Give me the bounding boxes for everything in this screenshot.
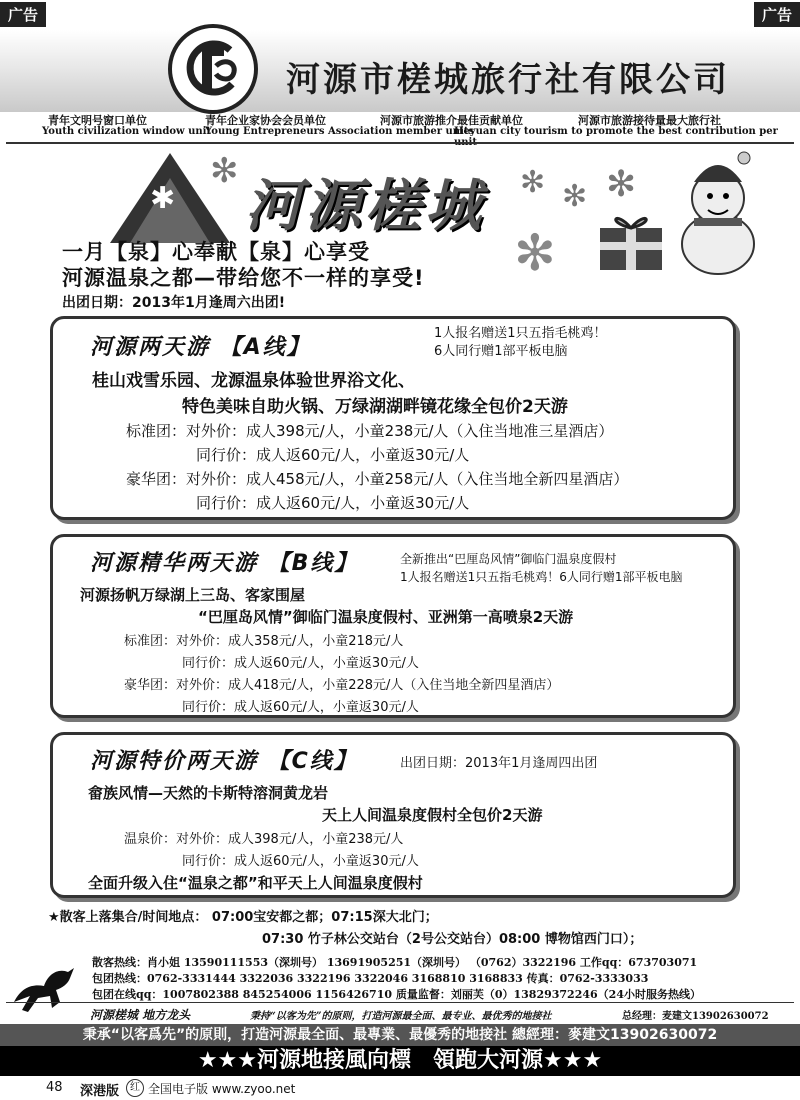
svg-text:✻: ✻ (514, 224, 556, 278)
brand-mid: 秉持“以客为先”的原则，打造河源最全面、最专业、最优秀的地接社 (250, 1011, 552, 1022)
route-b-price-1: 标准团：对外价：成人358元/人，小童218元/人 (124, 634, 404, 649)
bottom-bar-1: 秉承“以客爲先”的原則，打造河源最全面、最專業、最優秀的地接社 總經理：麥建文13902630072 (0, 1024, 800, 1046)
company-logo (168, 24, 258, 114)
honor-1: 青年文明号窗口单位 (48, 114, 147, 127)
snowflake-icon (604, 160, 646, 202)
route-a-price-4: 同行价：成人返60元/人，小童返30元/人 (196, 494, 470, 512)
route-b-line-2: “巴厘岛风情”御临门温泉度假村、亚洲第一高喷泉2天游 (198, 608, 574, 626)
edition-label: 深港版 (80, 1084, 120, 1099)
edition-badge: 红 (126, 1079, 144, 1097)
honor-4: 河源市旅游接待量最大旅行社 (578, 114, 721, 127)
svg-text:✻: ✻ (606, 164, 637, 202)
snowflake-icon (560, 176, 596, 212)
svg-text:✻: ✻ (520, 165, 546, 198)
route-c-line-1: 畲族风情—天然的卡斯特溶洞黄龙岩 (88, 784, 329, 802)
brand-right: 总经理：麦建文13902630072 (622, 1011, 769, 1022)
route-c-title: 河源特价两天游 【C线】 (90, 749, 358, 774)
snowman-icon (668, 148, 768, 276)
route-a-price-1: 标准团：对外价：成人398元/人，小童238元/人（入住当地准三星酒店） (126, 422, 614, 440)
snowflake-icon (518, 162, 554, 198)
route-b-title: 河源精华两天游 【B线】 (90, 551, 359, 576)
route-a-line-1: 桂山戏雪乐园、龙源温泉体验世界浴文化、 (92, 371, 415, 391)
route-c-price-1: 温泉价：对外价：成人398元/人，小童238元/人 (124, 832, 404, 847)
meeting-points-1: ★散客上落集合/时间地点： 07:00宝安都之都；07:15深大北门； (48, 910, 438, 925)
route-c-promo: 出团日期：2013年1月逢周四出团 (400, 756, 598, 771)
route-a-line-2: 特色美味自助火锅、万绿湖湖畔镜花缘全包价2天游 (182, 397, 568, 417)
honor-3: 河源市旅游推介最佳贡献单位 (380, 114, 523, 127)
departure-date: 出团日期：2013年1月逢周六出团! (62, 295, 286, 311)
route-b-price-4: 同行价：成人返60元/人，小童返30元/人 (182, 700, 419, 715)
route-a-promo-2: 6人同行赠1部平板电脑 (434, 344, 568, 359)
route-a-title: 河源两天游 【A线】 (90, 335, 311, 360)
svg-text:✱: ✱ (150, 181, 176, 216)
route-b-promo-1: 全新推出“巴厘岛风情”御临门温泉度假村 (400, 552, 617, 566)
svg-text:✻: ✻ (210, 151, 239, 190)
route-a-price-2: 同行价：成人返60元/人，小童返30元/人 (196, 446, 470, 464)
bottom-bar-2: ★★★河源地接風向標 領跑大河源★★★ (0, 1046, 800, 1076)
slogan-line-1: 一月【泉】心奉献【泉】心享受 (62, 240, 370, 264)
contact-divider (6, 1002, 794, 1003)
route-b-line-1: 河源扬帆万绿湖上三岛、客家围屋 (80, 586, 306, 604)
banner-title: 河源槎城 (245, 174, 485, 239)
galloping-horse-icon (8, 962, 80, 1018)
contact-line-2: 包团热线：0762-3331444 3322036 3322196 3322046 3168810 3168833 传真：0762-3333033 (92, 972, 649, 985)
snowflake-icon (512, 222, 568, 278)
header-divider (6, 142, 794, 144)
gift-box-icon (596, 208, 670, 272)
honor-en-2: Young Entrepreneurs Association member units (205, 126, 475, 137)
honor-en-3: Heyuan city tourism to promote the best contribution per (454, 126, 778, 137)
honor-2: 青年企业家协会会员单位 (205, 114, 326, 127)
logo-emblem-icon (172, 28, 254, 110)
slogan-line-2: 河源温泉之都—带给您不一样的享受! (62, 266, 425, 290)
svg-text:✻: ✻ (562, 179, 588, 212)
route-b-price-3: 豪华团：对外价：成人418元/人，小童228元/人（入住当地全新四星酒店） (124, 678, 560, 693)
meeting-points-2: 07:30 竹子林公交站台（2号公交站台）08:00 博物馆西门口）； (262, 932, 643, 947)
honor-en-1: Youth civilization window unit (42, 126, 212, 137)
contact-line-1: 散客热线：肖小姐 13590111553（深圳号） 13691905251（深圳号） （0762）3322196 工作qq：673703071 (92, 956, 698, 969)
route-c-line-3: 全面升级入住“温泉之都”和平天上人间温泉度假村 (88, 874, 423, 892)
ad-tag-left: 广告 (0, 2, 46, 27)
route-b-price-2: 同行价：成人返60元/人，小童返30元/人 (182, 656, 419, 671)
contact-line-3: 包团在线qq：1007802388 845254006 1156426710 质量监督：刘丽芙（0）13829372246（24小时服务热线） (92, 988, 701, 1001)
page-number: 48 (46, 1080, 63, 1095)
brand-left: 河源槎城 地方龙头 (90, 1008, 191, 1022)
ad-tag-right: 广告 (754, 2, 800, 27)
route-a-promo-1: 1人报名赠送1只五指毛桃鸡！ (434, 326, 607, 341)
company-name: 河源市槎城旅行社有限公司 (286, 60, 730, 100)
route-c-price-2: 同行价：成人返60元/人，小童返30元/人 (182, 854, 419, 869)
snowflake-icon (208, 150, 248, 190)
route-c-line-2: 天上人间温泉度假村全包价2天游 (322, 806, 543, 824)
route-a-price-3: 豪华团：对外价：成人458元/人，小童258元/人（入住当地全新四星酒店） (126, 470, 629, 488)
route-b-promo-2: 1人报名赠送1只五指毛桃鸡！6人同行赠1部平板电脑 (400, 570, 683, 584)
website-link[interactable]: 全国电子版 www.zyoo.net (148, 1082, 296, 1096)
